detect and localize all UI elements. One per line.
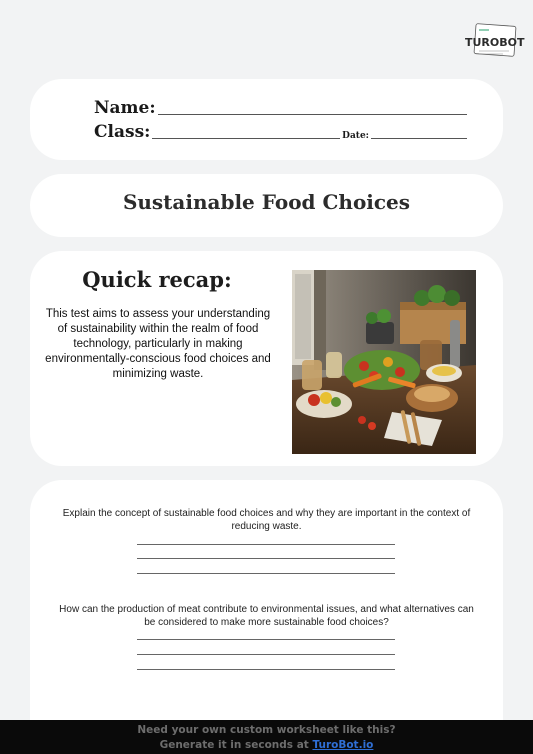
footer-line-2-prefix: Generate it in seconds at	[159, 739, 313, 751]
answer-line[interactable]	[137, 669, 395, 670]
svg-text:TUROBOT: TUROBOT	[465, 36, 525, 49]
turobot-logo	[463, 24, 525, 60]
answer-line[interactable]	[137, 544, 395, 545]
recap-heading: Quick recap:	[82, 267, 232, 292]
class-row	[94, 122, 467, 142]
date-field[interactable]	[371, 138, 467, 139]
date-label: Date:	[342, 131, 369, 141]
footer-line-1: Need your own custom worksheet like this?	[137, 724, 396, 736]
answer-line[interactable]	[137, 639, 395, 640]
footer-line-2	[0, 738, 533, 753]
question-2: How can the production of meat contribute to environmental issues, and what alternatives can be considered to make more sustainable food choices?	[59, 604, 474, 628]
answer-line[interactable]	[137, 573, 395, 574]
recap-card	[30, 251, 503, 466]
title-card	[30, 174, 503, 237]
recap-text: This test aims to assess your understanding of sustainability within the realm of food technology, particularly in making environmentally-conscious food choices and minimizing waste.	[45, 308, 271, 380]
name-label: Name:	[94, 98, 156, 118]
worksheet-title: Sustainable Food Choices	[122, 190, 411, 214]
answer-line[interactable]	[137, 558, 395, 559]
class-label: Class:	[94, 122, 151, 142]
student-info-card	[30, 79, 503, 160]
answer-line[interactable]	[137, 654, 395, 655]
name-row	[94, 98, 467, 118]
promo-footer	[0, 720, 533, 754]
question-1: Explain the concept of sustainable food choices and why they are important in the context of reducing waste.	[62, 508, 471, 532]
questions-card	[30, 480, 503, 730]
name-field[interactable]	[158, 114, 467, 115]
food-photo-icon	[292, 270, 476, 454]
turobot-link[interactable]: TuroBot.io	[312, 739, 374, 751]
class-field[interactable]	[152, 138, 340, 139]
